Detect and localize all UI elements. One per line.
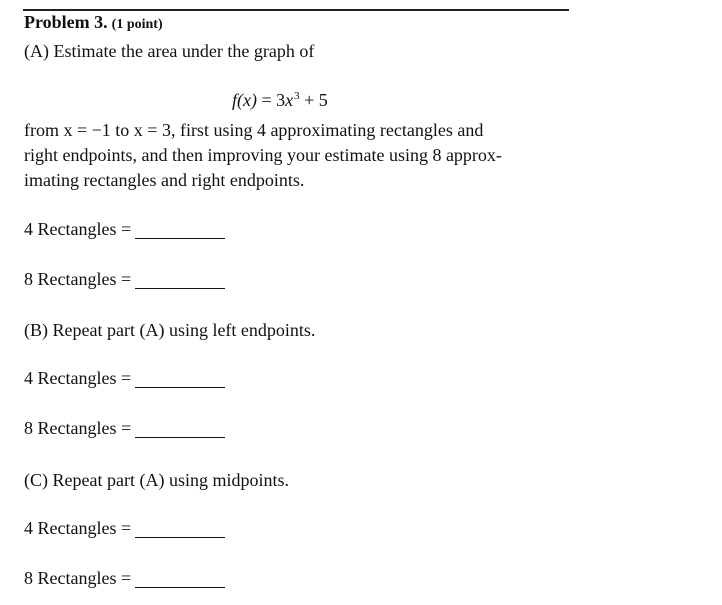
part-a-8-rect-row [24, 269, 225, 290]
part-c-text: (C) Repeat part (A) using midpoints. [24, 470, 289, 490]
part-a-line-3: imating rectangles and right endpoints. [24, 170, 305, 190]
part-b-4-rect-input[interactable] [135, 373, 225, 388]
part-b-8-rect-row [24, 418, 225, 439]
formula-exponent: 3 [294, 90, 300, 102]
problem-title: Problem 3. [24, 12, 108, 32]
part-a-line-2: right endpoints, and then improving your estimate using 8 approx- [24, 145, 502, 165]
formula-eq: = 3 [256, 90, 286, 110]
part-a-8-rect-input[interactable] [135, 274, 225, 289]
part-b-4-rect-label: 4 Rectangles = [24, 368, 132, 388]
part-c-4-rect-label: 4 Rectangles = [24, 518, 132, 538]
function-formula [232, 90, 328, 111]
part-a-4-rect-input[interactable] [135, 224, 225, 239]
part-b-8-rect-input[interactable] [135, 423, 225, 438]
part-c-8-rect-row [24, 568, 225, 589]
problem-header [24, 12, 163, 33]
part-b-8-rect-label: 8 Rectangles = [24, 418, 132, 438]
part-c-4-rect-row [24, 518, 225, 539]
formula-rest: + 5 [299, 90, 328, 110]
part-a-4-rect-label: 4 Rectangles = [24, 219, 132, 239]
part-c-8-rect-input[interactable] [135, 573, 225, 588]
formula-lhs: f(x) [232, 90, 257, 110]
part-a-description [24, 118, 584, 193]
part-c-4-rect-input[interactable] [135, 523, 225, 538]
top-rule [23, 9, 569, 11]
part-a-4-rect-row [24, 219, 225, 240]
part-a-line-1: from x = −1 to x = 3, first using 4 approximating rectangles and [24, 120, 484, 140]
part-a-8-rect-label: 8 Rectangles = [24, 269, 132, 289]
problem-points: (1 point) [111, 17, 163, 32]
formula-var: x [285, 90, 294, 110]
part-b-text: (B) Repeat part (A) using left endpoints. [24, 320, 316, 340]
part-c-8-rect-label: 8 Rectangles = [24, 568, 132, 588]
part-a-intro: (A) Estimate the area under the graph of [24, 41, 315, 61]
part-b-4-rect-row [24, 368, 225, 389]
